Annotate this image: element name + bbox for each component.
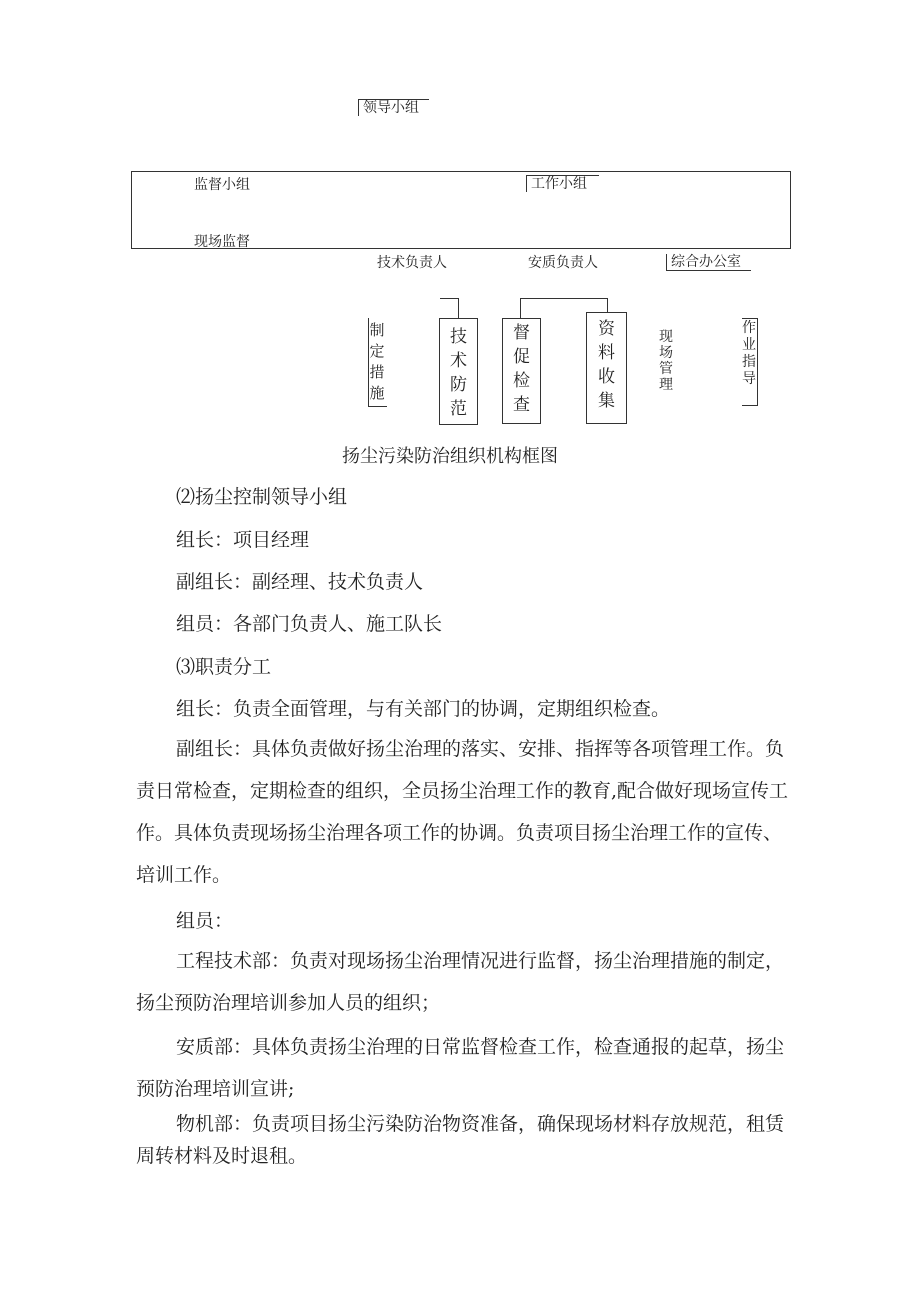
- connector-line: [458, 298, 459, 318]
- diagram-caption: 扬尘污染防治组织机构框图: [342, 446, 558, 467]
- safety-head-label: 安质负责人: [528, 255, 598, 271]
- work-guidance-label: 作业指导: [742, 320, 756, 387]
- connector-line: [520, 298, 608, 299]
- leader-duty: 组长：负责全面管理，与有关部门的协调，定期组织检查。: [176, 698, 671, 720]
- make-measures-label: 制定措施: [369, 321, 385, 402]
- eng-dept-paragraph: 工程技术部：负责对现场扬尘治理情况进行监督，扬尘治理措施的制定，扬尘预防治理培训参加人员的组织；: [136, 950, 785, 1014]
- leader-group-label: 领导小组: [358, 99, 429, 116]
- connector-line: [520, 298, 521, 318]
- tech-prevention-label: 技术防范: [450, 327, 467, 419]
- site-management-label: 现场管理: [659, 329, 673, 393]
- safety-dept-paragraph: 安质部：具体负责扬尘治理的日常监督检查工作，检查通报的起草，扬尘预防治理培训宣讲;: [136, 1036, 785, 1100]
- section-3-heading: ⑶职责分工: [176, 656, 272, 678]
- supervise-check-label: 督促检查: [513, 323, 530, 415]
- supervise-check-box: [502, 318, 541, 424]
- data-collect-label: 资料收集: [598, 319, 615, 411]
- members-line: 组员：各部门负责人、施工队长: [176, 613, 443, 635]
- tech-head-label: 技术负责人: [377, 255, 447, 271]
- material-dept-paragraph: 物机部：负责项目扬尘污染防治物资准备，确保现场材料存放规范，租赁周转材料及时退租。: [136, 1113, 785, 1167]
- work-group-label: 工作小组: [526, 175, 599, 192]
- members-label: 组员：: [176, 910, 234, 932]
- deputy-line: 副组长：副经理、技术负责人: [176, 571, 424, 593]
- section-2-heading: ⑵扬尘控制领导小组: [176, 486, 348, 508]
- leader-line: 组长：项目经理: [176, 529, 310, 551]
- office-label: 综合办公室: [666, 254, 751, 271]
- connector-line: [607, 298, 608, 312]
- site-supervision-label: 现场监督: [194, 234, 250, 250]
- supervision-group-label: 监督小组: [194, 177, 250, 193]
- tech-prevention-box: [439, 318, 478, 425]
- data-collect-box: [586, 312, 627, 424]
- deputy-duty-paragraph: 副组长：具体负责做好扬尘治理的落实、安排、指挥等各项管理工作。负责日常检查，定期检查的组织，全员扬尘治理工作的教育,配合做好现场宣传工作。具体负责现场扬尘治理各项工作的协调。负责项目扬尘治理工作的宣传、培训工作。: [136, 738, 789, 886]
- connector-line: [440, 298, 458, 299]
